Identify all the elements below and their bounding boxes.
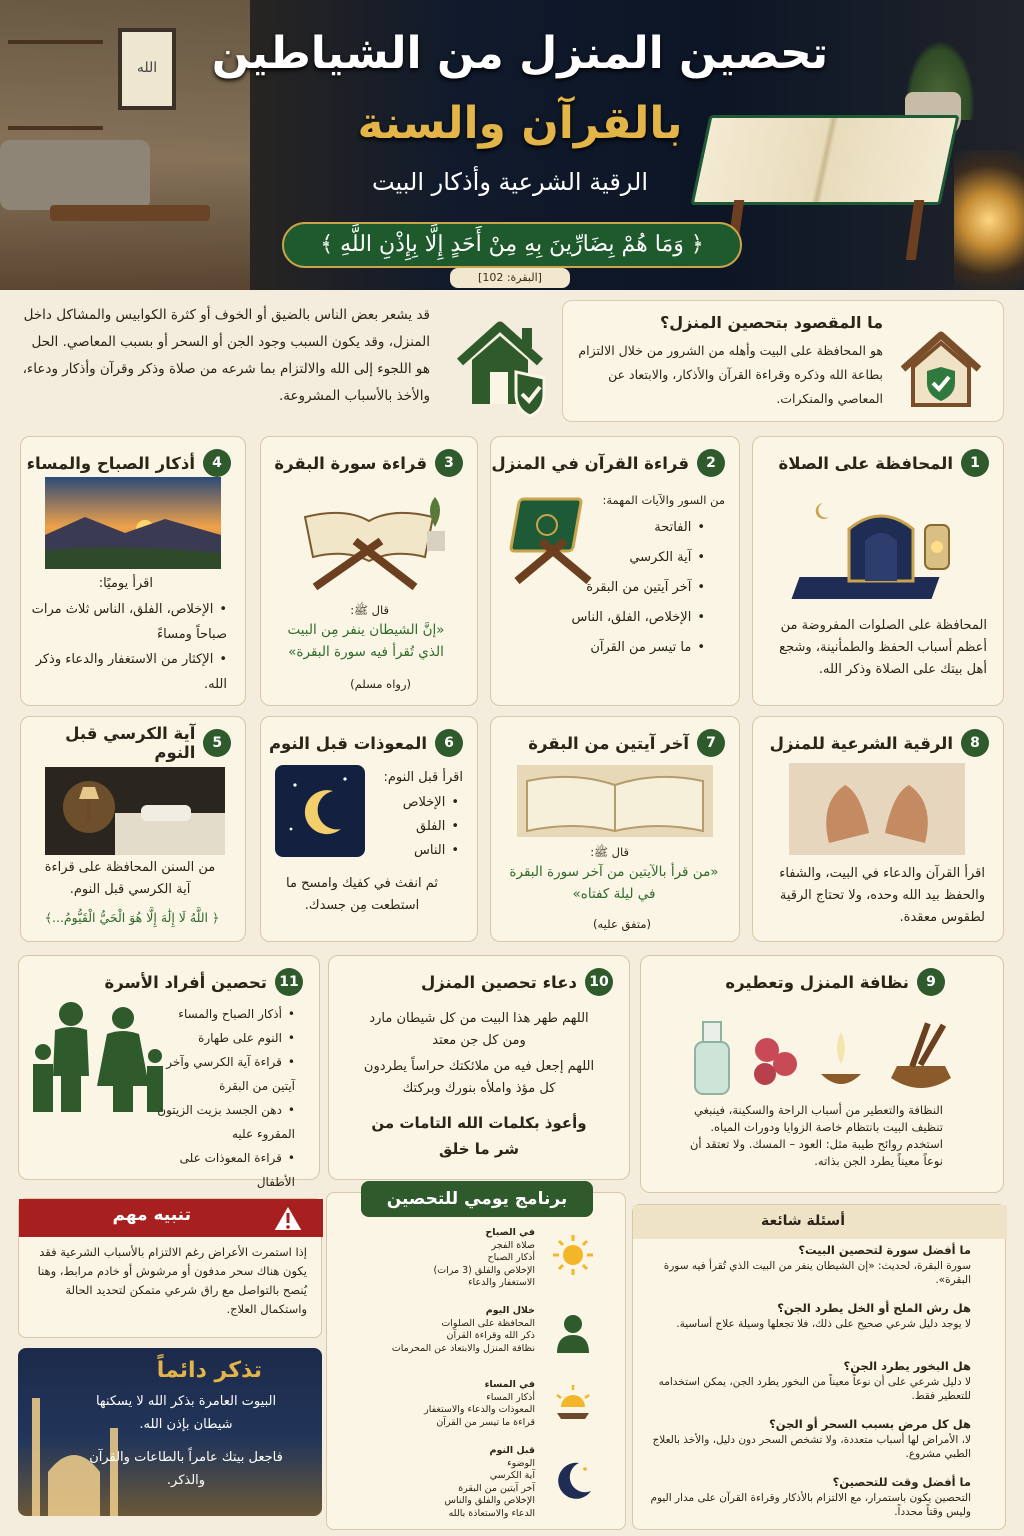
card-intro: اقرأ يوميًا: [98,576,153,591]
card-body: ثم انفث في كفيك وامسح ما استطعت مِن جسدك. [286,876,438,913]
section-item: المحافظة على الصلوات [441,1317,535,1329]
moon-night-icon [275,765,365,857]
list-item: • دهن الجسد بزيت الزيتون المقروء عليه [149,1098,295,1146]
faq-item [641,1301,971,1331]
card-number: 8 [961,729,989,757]
praying-hands-image [789,763,965,855]
faq-question: هل البخور يطرد الجن؟ [843,1359,971,1373]
list-item: • الإكثار من الاستغفار والدعاء وذكر الله. [31,647,227,697]
section-item: نظافة المنزل والابتعاد عن المحرمات [391,1342,535,1354]
card-intro: اقرأ قبل النوم: [383,770,463,785]
card-quran-home [490,436,740,706]
section-item: آخر آيتين من البقرة [458,1482,535,1494]
list-item: • النوم على طهارة [149,1026,295,1050]
card-title: أذكار الصباح والمساء [26,453,195,473]
card-number: 9 [917,968,945,996]
open-book-icon [285,487,455,597]
faq-question: هل رش الملح أو الخل يطرد الجن؟ [777,1301,971,1315]
remember-text-1: البيوت العامرة بذكر الله لا يسكنها شيطان بإذن الله. [95,1394,277,1432]
card-ayat-kursi [20,716,246,942]
card-number: 3 [435,449,463,477]
coffee-table [50,205,210,221]
section-item: آية الكرسي [489,1470,535,1481]
section-heading: في الصباح [485,1227,535,1238]
list-item: • آخر آيتين من البقرة [505,573,705,603]
list-item: • الإخلاص، الفلق، الناس ثلاث مرات صباحاً ومساءً [31,597,227,647]
card-title: آية الكرسي قبل النوم [65,724,196,762]
card-number: 11 [275,968,303,996]
card-body: اقرأ القرآن والدعاء في البيت، والشفاء والحفظ بيد الله وحده، ولا تحتاج الرقية لطقوس معقدة. [779,866,985,925]
frame-text: الله [136,60,158,76]
section-item: قراءة ما تيسر من القرآن [436,1416,535,1428]
card-title: دعاء تحصين المنزل [420,972,577,992]
hadith-text: «من قرأ بالآيتين من آخر سورة البقرة في ليلة كفتاه» [509,864,719,902]
card-title: تحصين أفراد الأسرة [104,972,267,992]
intro-paragraph: قد يشعر بعض الناس بالضيق أو الخوف أو كثرة الكوابيس والمشاكل داخل المنزل، وقد يكون السبب وجود الجن أو السحر أو بسبب المعاصي. الحل هو اللجوء إلى الله والالتزام بما شرعه من صلاة وذكر وقرآن وأذكار ودعاء، والأخذ بالأسباب المشروعة. [22,307,430,404]
section-item: الإخلاص والفلق (3 مرات) [433,1264,535,1276]
program-title: برنامج يومي للتحصين [361,1181,593,1217]
remember-text-2: فاجعل بيتك عامراً بالطاعات والقرآن والذكر. [89,1450,283,1488]
sun-icon [551,1233,595,1277]
card-dua [328,955,630,1180]
person-icon [551,1311,595,1355]
card-body: النظافة والتعطير من أسباب الراحة والسكينة، فينبغي تنظيف البيت بانتظام خاصة الزوايا ودورات المياه. استخدم روائح طيبة مثل: العود – المسك. ولا تعتقد أن نوعاً معيناً يطرد الجن بذاته. [689,1103,943,1168]
faq-question: ما أفضل سورة لتحصين البيت؟ [798,1243,971,1257]
warning-text: إذا استمرت الأعراض رغم الالتزام بالأسباب الشرعية فقد يكون هناك سحر مدفون أو مرشوش أو خادم مرابط، وهنا يُنصح بالتواصل مع راق شرعي متمكن لتحديد الحالة واستكمال العلاج. [37,1245,307,1316]
bookshelf [8,40,103,130]
card-cleanliness [640,955,1004,1193]
definition-body: هو المحافظة على البيت وأهله من الشرور من خلال الالتزام بطاعة الله وذكره وقراءة القرآن والأذكار، والابتعاد عن المعاصي والمنكرات. [578,343,883,406]
section-item: الدعاء والاستعاذة بالله [448,1507,535,1519]
list-item: • ما تيسر من القرآن [505,633,705,663]
faq-question: هل كل مرض بسبب السحر أو الجن؟ [769,1417,971,1431]
faq-answer: لا، الأمراض لها أسباب متعددة، ولا تشخص السحر دون دليل، والأخذ بالعلاج الطبي مشروع. [652,1434,971,1460]
dua-closing: وأعوذ بكلمات الله التامات من شر ما خلق [371,1114,587,1158]
list-item: • آية الكرسي [505,543,705,573]
family-list [149,1002,295,1194]
card-prayer [752,436,1004,706]
sunset-landscape-image [45,477,221,569]
header-banner [0,0,1024,290]
card-title: قراءة سورة البقرة [274,453,427,473]
card-title: المحافظة على الصلاة [778,453,953,473]
card-body: من السنن المحافظة على قراءة آية الكرسي قبل النوم. [44,860,216,897]
card-baqarah [260,436,478,706]
section-item: الاستغفار والدعاء [468,1277,535,1288]
card-title: نظافة المنزل وتعطيره [725,972,909,992]
card-title: قراءة القرآن في المنزل [491,453,689,473]
verse-banner: ﴿ وَمَا هُمْ بِضَارِّينَ بِهِ مِنْ أَحَدٍ إِلَّا بِإِذْنِ اللَّهِ ﴾ [282,222,742,268]
card-number: 7 [697,729,725,757]
sofa [0,140,150,210]
book-stand [726,200,924,260]
section-heading: قبل النوم [489,1445,535,1456]
surah-list [505,513,705,663]
warning-box [18,1198,322,1338]
daily-program-box [326,1189,626,1530]
dua-line-2: اللهم إجعل فيه من ملائكتك حراساً يطردون كل مؤذ واملأه بنورك وبركتك [363,1059,595,1096]
program-bedtime [339,1445,535,1520]
program-daytime [339,1305,535,1355]
adhkar-list [31,597,227,697]
section-item: ذكر الله وقراءة القرآن [446,1330,535,1341]
section-heading: في المساء [484,1379,535,1390]
faq-item [641,1243,971,1287]
card-title: آخر آيتين من البقرة [528,733,689,753]
card-number: 1 [961,449,989,477]
list-item: • أذكار الصباح والمساء [149,1002,295,1026]
home-check-icon [897,325,985,413]
card-number: 5 [203,729,231,757]
lantern-icon [954,150,1024,290]
page-tagline: الرقية الشرعية وأذكار البيت [371,168,649,196]
faq-item [641,1417,971,1461]
hadith-source: (متفق عليه) [593,917,651,931]
card-muawwidhat [260,716,478,942]
said-prefix: قال ﷺ: [350,603,389,617]
list-item: • الإخلاص، الفلق، الناس [505,603,705,633]
section-item: المعوذات والدعاء والاستغفار [424,1404,535,1415]
hadith-text: «إنَّ الشيطان ينفر مِن البيت الذي تُقرأ فيه سورة البقرة» [287,622,445,660]
moon-icon [551,1457,595,1501]
warning-title: تنبيه مهم [112,1205,191,1225]
list-item: • الفلق [369,815,459,839]
program-morning [339,1227,535,1290]
faq-answer: التحصين يكون باستمرار، مع الالتزام بالأذكار وقراءة القرآن على مدار اليوم وليس وقتاً محدداً. [650,1492,971,1518]
ayat-kursi-verse: ﴿ اللَّهُ لَا إِلَٰهَ إِلَّا هُوَ الْحَيُّ الْقَيُّومُ...﴾ [44,910,220,925]
card-title: المعوذات قبل النوم [268,733,427,753]
card-last-two-ayat [490,716,740,942]
list-item: • الناس [369,839,459,863]
verse-reference: [البقرة: 102] [450,268,570,288]
faq-item [641,1359,971,1403]
prayer-mat-icon [793,485,969,605]
card-adhkar [20,436,246,706]
page-title: تحصين المنزل من الشياطين [211,28,829,79]
faq-answer: لا دليل شرعي على أن نوعاً معيناً من البخور يطرد الجن، يمكن استخدامه للتعطير فقط. [658,1376,971,1402]
list-item: • الفاتحة [505,513,705,543]
sunset-icon [551,1379,595,1423]
said-prefix: قال ﷺ: [590,845,629,859]
card-title: الرقية الشرعية للمنزل [769,733,953,753]
list-item: • قراءة آية الكرسي وآخر آيتين من البقرة [149,1050,295,1098]
family-icon [27,996,169,1116]
faq-box [632,1204,1006,1530]
card-family [18,955,320,1189]
card-body: المحافظة على الصلوات المفروضة من أعظم أسباب الحفظ والطمأنينة، وشجع أهل بيتك على الصلاة وذكر الله. [779,618,987,677]
card-number: 10 [585,968,613,996]
cleaning-incense-icons [681,1008,965,1098]
card-number: 4 [203,449,231,477]
section-heading: خلال اليوم [485,1305,535,1316]
muawwidhat-list [369,791,459,863]
faq-answer: لا يوجد دليل شرعي صحيح على ذلك، فلا تجعلها وسيلة علاج أساسية. [676,1318,971,1330]
warning-icon [271,1203,305,1233]
remember-box [18,1348,322,1516]
definition-title: ما المقصود بتحصين المنزل؟ [660,313,883,332]
faq-question: ما أفضل وقت للتحصين؟ [832,1475,971,1489]
section-item: الوضوء [507,1457,535,1469]
hadith-source: (رواه مسلم) [350,677,411,691]
list-item: • الإخلاص [369,791,459,815]
section-item: صلاة الفجر [491,1239,535,1251]
list-item: • قراءة المعوذات على الأطفال [149,1146,295,1194]
remember-title: تذكر دائماً [156,1358,262,1383]
wall-frame [118,28,176,110]
house-shield-icon [450,310,560,420]
open-mushaf-image [517,765,713,837]
card-number: 2 [697,449,725,477]
dua-line-1: اللهم طهر هذا البيت من كل شيطان مارد ومن كل جن معتد [369,1011,589,1048]
bedroom-lamp-image [45,767,225,855]
card-number: 6 [435,729,463,757]
card-ruqyah [752,716,1004,942]
section-item: أذكار الصباح [487,1252,535,1263]
page-subtitle: بالقرآن والسنة [357,98,683,149]
faq-item [641,1475,971,1519]
section-item: الإخلاص والفلق والناس [444,1495,535,1506]
faq-title: أسئلة شائعة [760,1213,845,1229]
definition-box [562,300,1004,422]
faq-answer: سورة البقرة، لحديث: «إن الشيطان ينفر من البيت الذي تُقرأ فيه سورة البقرة». [663,1260,971,1286]
card-intro: من السور والآيات المهمة: [602,493,725,507]
section-item: أذكار المساء [486,1391,535,1403]
program-evening [339,1379,535,1429]
